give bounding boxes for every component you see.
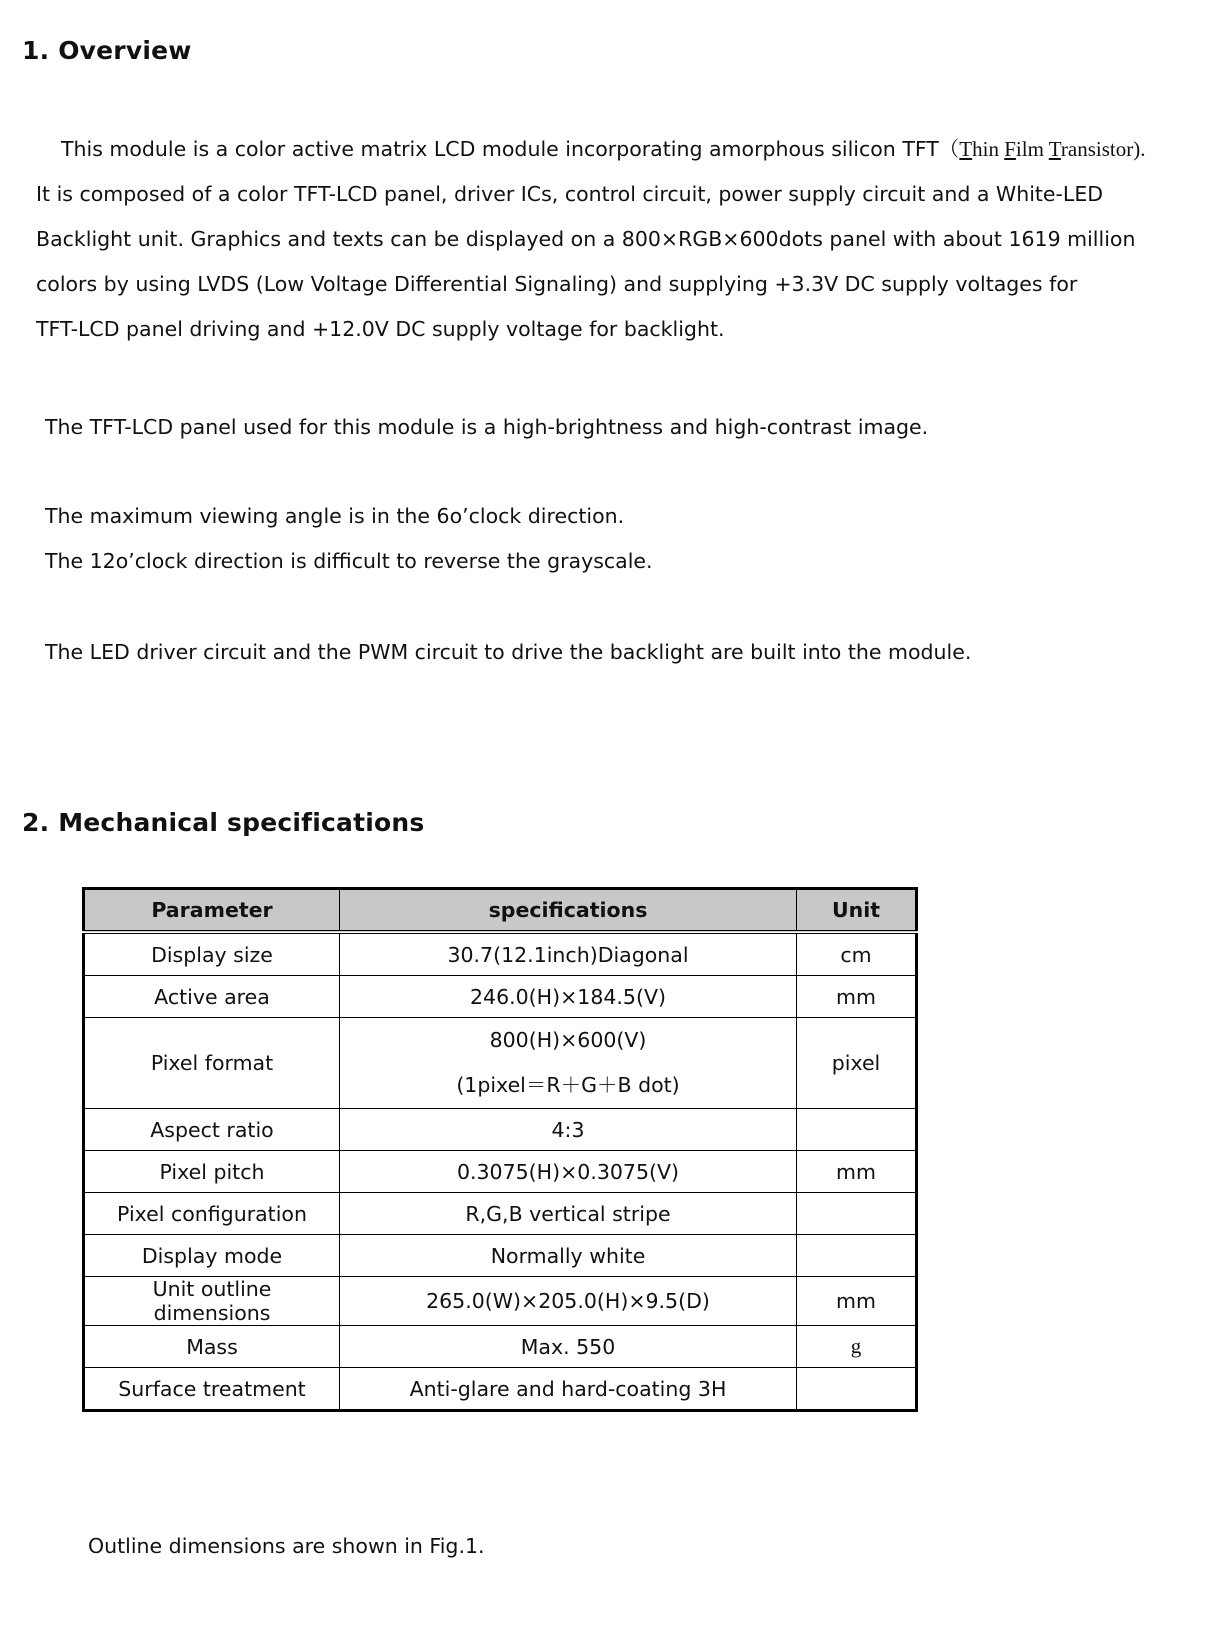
overview-line-5: TFT-LCD panel driving and +12.0V DC supply voltage for backlight. (36, 317, 725, 341)
cell-parameter: Pixel pitch (84, 1151, 340, 1193)
cell-spec: Anti-glare and hard-coating 3H (340, 1368, 797, 1411)
cell-spec: Max. 550 (340, 1326, 797, 1368)
table-row (84, 1368, 917, 1411)
viewing-line-2: The 12o’clock direction is difficult to reverse the grayscale. (45, 549, 653, 573)
overview-line-1-text: This module is a color active matrix LCD module incorporating amorphous silicon TFT（ (61, 137, 960, 161)
viewing-angle-paragraph (45, 494, 653, 584)
cell-spec: 30.7(12.1inch)Diagonal (340, 932, 797, 976)
cell-unit: mm (797, 1277, 917, 1326)
section-heading-overview: 1. Overview (22, 36, 192, 65)
cell-parameter: Surface treatment (84, 1368, 340, 1411)
cell-unit: cm (797, 932, 917, 976)
table-row (84, 932, 917, 976)
cell-parameter: Active area (84, 976, 340, 1018)
tft-word-thin: hin (972, 137, 1005, 161)
tft-word-transistor: ransistor). (1060, 137, 1146, 161)
cell-parameter: Pixel configuration (84, 1193, 340, 1235)
cell-spec-line-2: (1pixel＝R＋G＋B dot) (456, 1073, 680, 1097)
mechanical-spec-table (82, 887, 918, 1412)
header-specifications: specifications (340, 889, 797, 933)
cell-spec: R,G,B vertical stripe (340, 1193, 797, 1235)
overview-line-1 (36, 127, 1145, 172)
cell-parameter: Display size (84, 932, 340, 976)
overview-line-3: Backlight unit. Graphics and texts can be displayed on a 800×RGB×600dots panel with about 1619 million (36, 227, 1136, 251)
cell-spec: 265.0(W)×205.0(H)×9.5(D) (340, 1277, 797, 1326)
table-row (84, 1193, 917, 1235)
cell-spec: 246.0(H)×184.5(V) (340, 976, 797, 1018)
outline-note: Outline dimensions are shown in Fig.1. (88, 1534, 485, 1558)
tft-expansion (959, 137, 1145, 161)
table-row (84, 1277, 917, 1326)
tft-word-film: ilm (1015, 137, 1049, 161)
cell-parameter: Aspect ratio (84, 1109, 340, 1151)
cell-spec: Normally white (340, 1235, 797, 1277)
table-row (84, 1151, 917, 1193)
table-header-row (84, 889, 917, 933)
table-row (84, 1018, 917, 1109)
cell-spec-line-1: 800(H)×600(V) (489, 1028, 647, 1052)
cell-parameter: Pixel format (84, 1018, 340, 1109)
cell-unit: mm (797, 1151, 917, 1193)
overview-line-2: It is composed of a color TFT-LCD panel, driver ICs, control circuit, power supply circuit and a White-LED (36, 182, 1104, 206)
panel-paragraph: The TFT-LCD panel used for this module is a high-brightness and high-contrast image. (45, 415, 929, 439)
header-unit: Unit (797, 889, 917, 933)
cell-unit: g (797, 1326, 917, 1368)
cell-parameter: Display mode (84, 1235, 340, 1277)
tft-letter-t2: T (1048, 137, 1061, 161)
cell-spec: 0.3075(H)×0.3075(V) (340, 1151, 797, 1193)
cell-spec (340, 1018, 797, 1109)
viewing-line-1: The maximum viewing angle is in the 6o’clock direction. (45, 504, 625, 528)
table-row (84, 1235, 917, 1277)
cell-parameter: Mass (84, 1326, 340, 1368)
section-heading-mechanical: 2. Mechanical specifications (22, 808, 425, 837)
cell-unit (797, 1368, 917, 1411)
cell-parameter: Unit outline dimensions (84, 1277, 340, 1326)
overview-line-4: colors by using LVDS (Low Voltage Differential Signaling) and supplying +3.3V DC supply voltages for (36, 272, 1078, 296)
cell-unit (797, 1235, 917, 1277)
tft-letter-f: F (1004, 137, 1016, 161)
cell-unit: pixel (797, 1018, 917, 1109)
table-row (84, 1326, 917, 1368)
cell-unit: mm (797, 976, 917, 1018)
cell-spec: 4:3 (340, 1109, 797, 1151)
tft-letter-t: T (959, 137, 973, 161)
led-paragraph: The LED driver circuit and the PWM circuit to drive the backlight are built into the module. (45, 640, 972, 664)
table-row (84, 1109, 917, 1151)
cell-unit (797, 1193, 917, 1235)
overview-paragraph (36, 127, 1145, 352)
cell-unit (797, 1109, 917, 1151)
header-parameter: Parameter (84, 889, 340, 933)
table-row (84, 976, 917, 1018)
